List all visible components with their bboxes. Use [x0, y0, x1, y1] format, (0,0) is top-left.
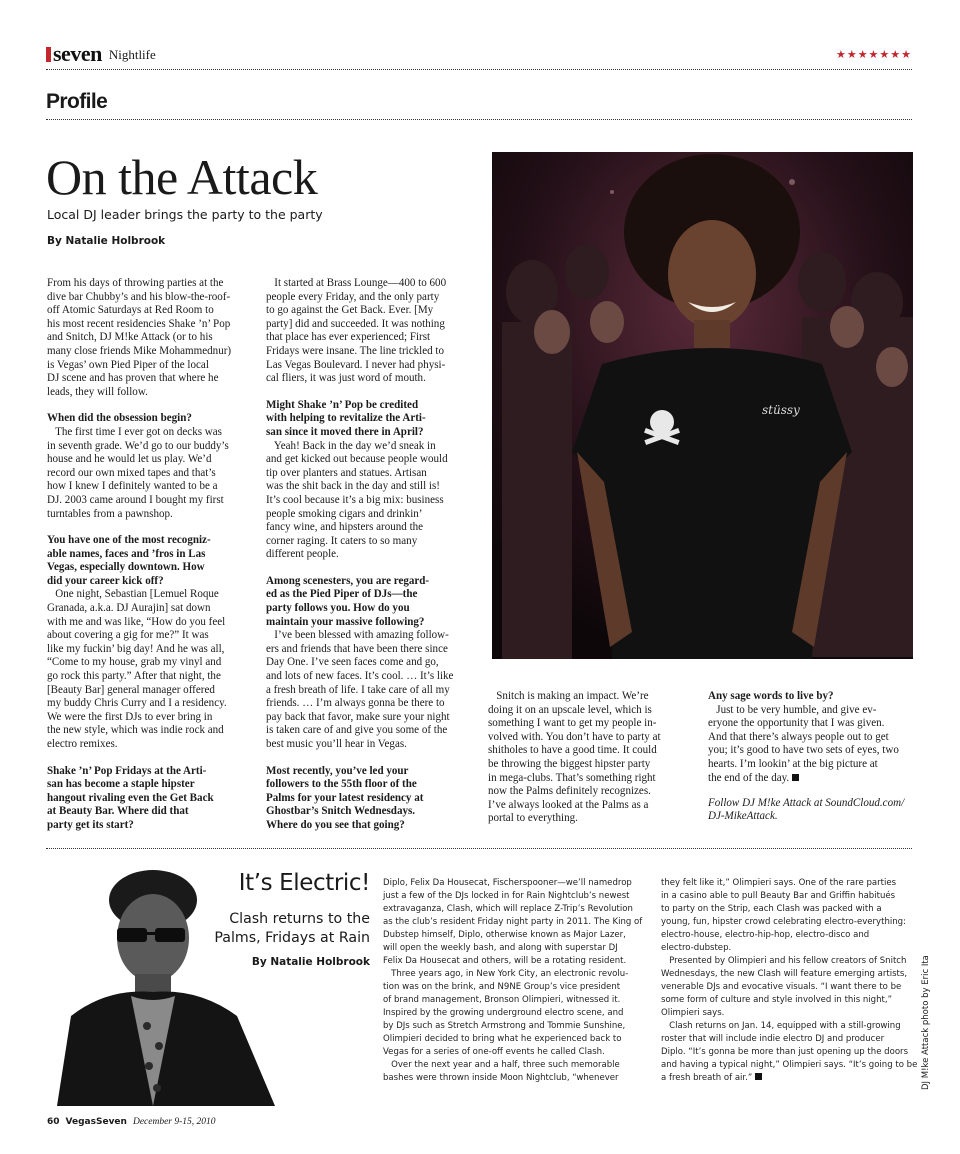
- sidebar-deck: [180, 910, 370, 948]
- article-deck: Local DJ leader brings the party to the party: [47, 207, 323, 222]
- text-line: Las Vegas Boulevard. I never had physi-: [266, 358, 446, 371]
- text-line: the end of the day.: [708, 772, 899, 786]
- text-line: maintain your massive following?: [266, 615, 425, 628]
- text-line: friends. … I’m always gonna be there to: [266, 697, 445, 710]
- sidebar-text-line: electro-house, electro-hip-hop, electro-disco and: [661, 930, 870, 940]
- brand-mark: [46, 47, 51, 62]
- text-line: ers and friends that have been there since: [266, 642, 448, 655]
- text-line: how I knew I definitely wanted to be a: [47, 480, 218, 493]
- text-line: party get its start?: [47, 818, 134, 831]
- text-line: I’ve been blessed with amazing follow-: [266, 629, 449, 642]
- text-line: hearts. I’m lookin’ at the big picture at: [708, 757, 878, 770]
- text-line: corner raging. It caters to so many: [266, 534, 418, 547]
- section-name: Nightlife: [108, 47, 156, 62]
- sidebar-divider: [46, 848, 912, 849]
- text-line: now the Palms definitely recognizes.: [488, 785, 651, 798]
- text-line: able names, faces and ’fros in Las: [47, 547, 206, 560]
- text-line: in mega-clubs. That’s something right: [488, 771, 656, 784]
- svg-text:stüssy: stüssy: [762, 403, 800, 417]
- sidebar-text-line: in a casino able to pull Beauty Bar and Griffin habitués: [661, 891, 896, 901]
- page-number: 60: [47, 1117, 60, 1127]
- sidebar-deck-line: Palms, Fridays at Rain: [214, 930, 370, 946]
- text-line: and get kicked out because people would: [266, 453, 448, 466]
- sidebar-text-line: extravaganza, Clash, which will replace Z-Trip’s Revolution: [383, 904, 633, 914]
- sidebar-text-line: Diplo, Felix Da Housecat, Fischerspooner—we’ll namedrop: [383, 878, 632, 888]
- text-line: One night, Sebastian [Lemuel Roque: [47, 588, 219, 601]
- sidebar-text-line: a fresh breath of air.”: [661, 1072, 917, 1085]
- text-line: with me and was like, “How do you feel: [47, 615, 226, 628]
- text-line: to go against the Get Back. Ever. [My: [266, 304, 434, 317]
- text-line: DJ. 2003 came around I bought my first: [47, 493, 224, 506]
- text-line: You have one of the most recogniz-: [47, 534, 211, 547]
- text-line: eryone the opportunity that I was given.: [708, 717, 885, 730]
- sidebar-deck-line: Clash returns to the: [229, 911, 370, 927]
- sidebar-text-line: just a few of the DJs locked in for Rain Nightclub’s newest: [383, 891, 630, 901]
- text-line: shitholes to have a good time. It could: [488, 744, 657, 757]
- text-line: his most recent residencies Shake ’n’ Pop: [47, 317, 231, 330]
- text-line: doing it on an upscale level, which is: [488, 703, 652, 716]
- paragraph-gap: [266, 562, 453, 575]
- text-line: DJ scene and has proven that where he: [47, 372, 219, 385]
- sidebar-text-line: Clash returns on Jan. 14, equipped with a still-growing: [661, 1021, 901, 1031]
- text-line: “Come to my house, grab my vinyl and: [47, 656, 222, 669]
- sidebar-text-line: venerable DJs and evocative visuals. “I want there to be: [661, 982, 902, 992]
- sidebar-text-line: Olimpieri decided to bring what he experienced back to: [383, 1034, 622, 1044]
- text-line: in seventh grade. We’d go to our buddy’s: [47, 439, 229, 452]
- text-line: party follows you. How do you: [266, 602, 410, 615]
- end-mark-icon: [792, 774, 799, 781]
- paragraph-gap: [47, 399, 231, 412]
- text-line: is taken care of and give you some of the: [266, 724, 448, 737]
- sidebar-text-line: Wednesdays, the new Clash will feature emerging artists,: [661, 969, 908, 979]
- sidebar-text-line: of brand management, Bronson Olimpieri, witnessed it.: [383, 995, 621, 1005]
- text-line: leads, they will follow.: [47, 385, 148, 398]
- paragraph-gap: [266, 386, 453, 399]
- sidebar-text-line: will open the weekly bash, and along with superstar DJ: [383, 943, 618, 953]
- article-column-3: [488, 690, 661, 826]
- text-line: volved with. You don’t have to party at: [488, 730, 661, 743]
- text-line: different people.: [266, 548, 339, 561]
- text-line: that place has ever experienced; First: [266, 331, 431, 344]
- text-line: a fresh breath of life. I take care of all my: [266, 683, 450, 696]
- issue-date: December 9-15, 2010: [132, 1117, 216, 1127]
- sidebar-headline: It’s Electric!: [238, 870, 370, 896]
- article-headline: On the Attack: [46, 149, 318, 205]
- sidebar-text-line: Dubstep himself, Diplo, otherwise known as Major Lazer,: [383, 930, 626, 940]
- text-line: electro remixes.: [47, 738, 118, 750]
- text-line: Shake ’n’ Pop Fridays at the Arti-: [47, 764, 207, 777]
- text-line: Most recently, you’ve led your: [266, 764, 409, 777]
- text-line: san since it moved there in April?: [266, 425, 424, 438]
- text-line: Day One. I’ve seen faces come and go,: [266, 656, 439, 669]
- text-line: off Atomic Saturdays at Red Room to: [47, 304, 214, 317]
- text-line: and lots of new faces. It’s cool. … It’s like: [266, 670, 454, 683]
- sidebar-byline: By Natalie Holbrook: [251, 956, 370, 968]
- profile-label: Profile: [46, 90, 108, 113]
- text-line: Might Shake ’n’ Pop be credited: [266, 398, 419, 411]
- text-line: portal to everything.: [488, 812, 578, 825]
- article-byline: By Natalie Holbrook: [47, 235, 166, 247]
- text-line: Granada, a.k.a. DJ Aurajin] sat down: [47, 602, 211, 615]
- sidebar-text-line: they felt like it,” Olimpieri says. One of the rare parties: [661, 878, 897, 888]
- sidebar-text-line: electro-dubstep.: [661, 943, 732, 953]
- text-line: fancy wine, and hipsters around the: [266, 521, 424, 534]
- text-line: about covering a gig for me?” It was: [47, 629, 209, 642]
- text-line: Just to be very humble, and give ev-: [708, 703, 877, 716]
- follow-line: DJ-MikeAttack.: [708, 810, 778, 822]
- text-line: best music you’ll hear in Vegas.: [266, 738, 407, 750]
- text-line: is Vegas’ own Pied Piper of the local: [47, 358, 209, 371]
- text-line: Palms for your latest residency at: [266, 791, 424, 804]
- sidebar-text-line: Three years ago, in New York City, an electronic revolu-: [383, 969, 629, 979]
- sidebar-text-line: Olimpieri says.: [661, 1008, 725, 1018]
- text-line: san has become a staple hipster: [47, 778, 195, 791]
- follow-line: Follow DJ M!ke Attack at SoundCloud.com/: [708, 797, 905, 809]
- text-line: It started at Brass Lounge—400 to 600: [266, 277, 447, 289]
- text-line: tip over planters and statues. Artisan: [266, 466, 427, 479]
- sidebar-text-line: bashes were thrown inside Moon Nightclub, “whenever: [383, 1073, 619, 1083]
- dj-portrait-photo: [492, 152, 913, 659]
- text-line: hangout rivaling even the Get Back: [47, 791, 214, 804]
- text-line: I’ve always looked at the Palms as a: [488, 798, 649, 811]
- text-line: house and he would let us play. We’d: [47, 453, 212, 466]
- text-line: The first time I ever got on decks was: [47, 425, 222, 438]
- text-line: Vegas, especially downtown. How: [47, 561, 205, 574]
- sidebar-text-line: and having a typical night,” Olimpieri says. “It’s going to be: [661, 1060, 918, 1070]
- sidebar-text-line: Inspired by the growing underground electro scene, and: [383, 1008, 624, 1018]
- sidebar-text-line: roster that will include indie electro DJ and producer: [661, 1034, 885, 1044]
- sidebar-text-line: by DJs such as Stretch Armstrong and Tommie Sunshine,: [383, 1021, 626, 1031]
- text-line: It’s cool because it’s a big mix: business: [266, 493, 444, 506]
- profile-divider: [46, 119, 912, 120]
- text-line: Where do you see that going?: [266, 818, 405, 831]
- sidebar-text-line: Felix Da Housecat and others, will be a rotating resident.: [383, 956, 627, 966]
- text-line: like my fuckin’ big day! And he was all,: [47, 642, 225, 655]
- sidebar-text-line: tion was on the brink, and N9NE Group’s vice president: [383, 982, 621, 992]
- text-line: turntables from a pawnshop.: [47, 507, 173, 520]
- text-line: From his days of throwing parties at the: [47, 277, 224, 289]
- text-line: dive bar Chubby’s and his blow-the-roof-: [47, 290, 231, 303]
- paragraph-gap: [47, 752, 231, 765]
- text-line: go rock this party.” After that night, the: [47, 670, 221, 683]
- sidebar-text-line: Presented by Olimpieri and his fellow creators of Snitch: [661, 956, 907, 966]
- sidebar-text-line: Over the next year and a half, three such memorable: [383, 1060, 620, 1070]
- paragraph-gap: [47, 521, 231, 534]
- brand-name: seven: [53, 41, 102, 66]
- masthead: [46, 41, 156, 66]
- text-line: people every Friday, and the only party: [266, 290, 440, 303]
- text-line: And that there’s always people out to get: [708, 730, 889, 743]
- text-line: at Beauty Bar. Where did that: [47, 805, 189, 818]
- text-line: Snitch is making an impact. We’re: [488, 690, 649, 702]
- header-divider: [46, 69, 912, 70]
- text-line: many close friends Mike Mohammednur): [47, 344, 232, 357]
- text-line: the new style, which was indie rock and: [47, 724, 224, 737]
- page-footer: [47, 1117, 216, 1127]
- text-line: [Beauty Bar] general manager offered: [47, 683, 215, 696]
- text-line: When did the obsession begin?: [47, 412, 192, 425]
- text-line: cal fliers, it was just word of mouth.: [266, 372, 426, 385]
- text-line: Fridays were insane. The line trickled to: [266, 344, 445, 357]
- text-line: We were the first DJs to ever bring in: [47, 710, 213, 723]
- article-column-1: [47, 277, 231, 833]
- text-line: ed as the Pied Piper of DJs—the: [266, 588, 418, 601]
- text-line: pay back that favor, make sure your night: [266, 710, 450, 723]
- text-line: be throwing the biggest hipster party: [488, 757, 651, 770]
- sidebar-text-line: Vegas for a series of one-off events he called Clash.: [383, 1047, 605, 1057]
- text-line: something I want to get my people in-: [488, 717, 657, 730]
- article-column-2: [266, 277, 453, 833]
- publication-name: VegasSeven: [65, 1117, 127, 1127]
- text-line: Ghostbar’s Snitch Wednesdays.: [266, 805, 416, 818]
- dj-sidebar-photo: [47, 866, 277, 1106]
- text-line: followers to the 55th floor of the: [266, 778, 417, 791]
- text-line: was the shit back in the day and still is!: [266, 480, 440, 493]
- sidebar-text-line: young, fun, hipster crowd celebrating electro-everything:: [661, 917, 906, 927]
- end-mark-icon: [755, 1073, 762, 1080]
- article-column-4: [708, 690, 899, 785]
- text-line: my buddy Chris Curry and I a residency.: [47, 697, 227, 710]
- text-line: people smoking cigars and drinkin’: [266, 507, 423, 520]
- text-line: did your career kick off?: [47, 574, 164, 587]
- sidebar-text-line: some form of culture and style involved in this night,”: [661, 995, 893, 1005]
- paragraph-gap: [266, 752, 453, 765]
- text-line: and Snitch, DJ M!ke Attack (or to his: [47, 331, 213, 344]
- rating-stars: ★★★★★★★: [835, 48, 912, 61]
- text-line: Yeah! Back in the day we’d sneak in: [266, 439, 436, 452]
- text-line: party] did and succeeded. It was nothing: [266, 317, 445, 330]
- sidebar-text-line: as the club’s resident Friday night party in 2011. The King of: [383, 917, 643, 927]
- photo-credit: DJ M!ke Attack photo by Eric Ita: [921, 955, 931, 1090]
- sidebar-column-1: [383, 877, 642, 1085]
- text-line: record our own mixed tapes and that’s: [47, 466, 216, 479]
- text-line: Any sage words to live by?: [708, 690, 834, 702]
- sidebar-text-line: Diplo. “It’s gonna be more than just opening up the doors: [661, 1047, 909, 1057]
- text-line: with helping to revitalize the Arti-: [266, 412, 426, 425]
- sidebar-column-2: [661, 877, 917, 1085]
- text-line: you; it’s good to have two sets of eyes, two: [708, 744, 899, 757]
- text-line: Among scenesters, you are regard-: [266, 574, 430, 587]
- follow-note: [708, 797, 904, 823]
- sidebar-text-line: to party on the Strip, each Clash was packed with a: [661, 904, 882, 914]
